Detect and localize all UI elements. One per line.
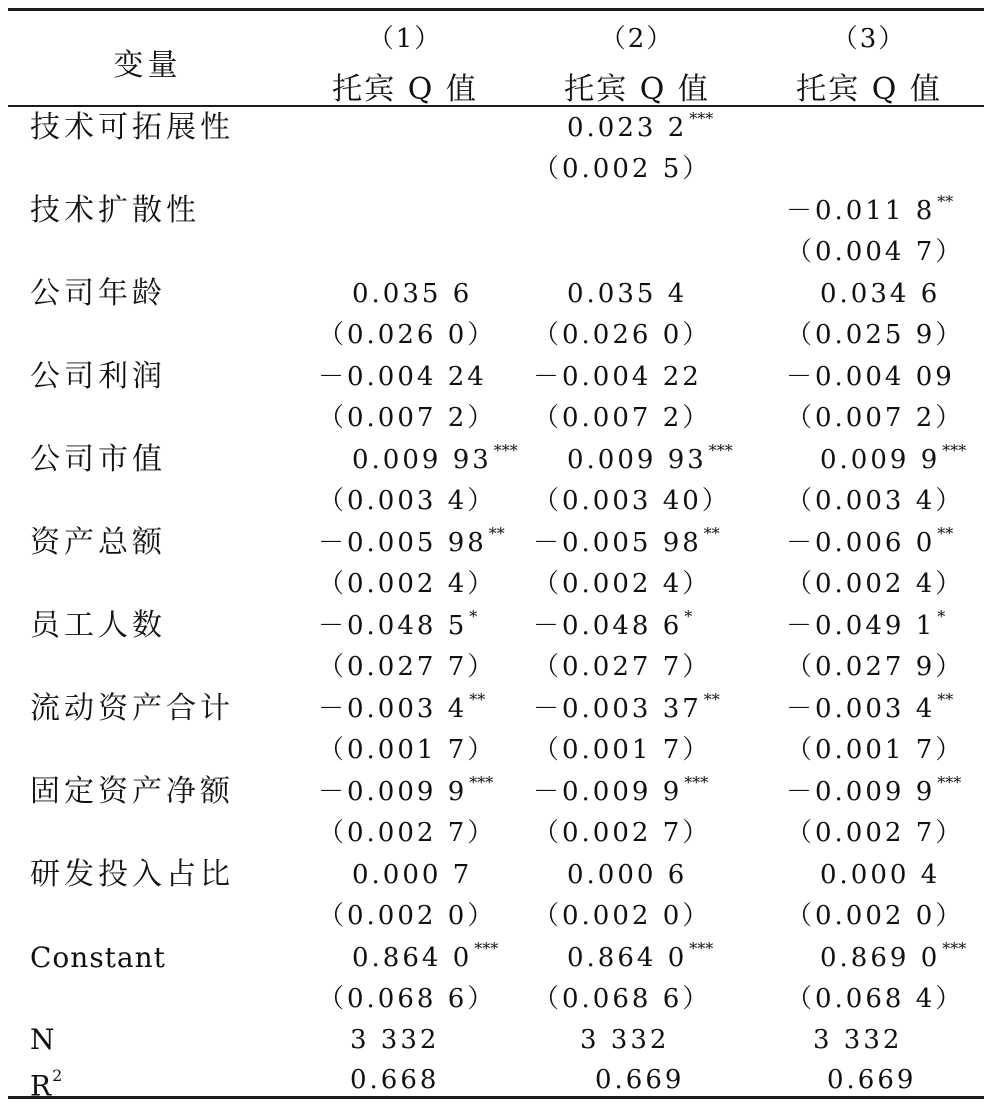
coefficient-value: 0.000 6: [567, 860, 688, 890]
header-col1-number: （1）: [367, 24, 443, 54]
table-row-se: [0, 813, 992, 853]
standard-error-cell: （0.068 6）: [533, 984, 712, 1014]
standard-error-cell: （0.027 9）: [786, 652, 965, 682]
coefficient-value: －0.005 98: [318, 528, 487, 558]
standard-error-cell: （0.001 7）: [318, 735, 497, 765]
coefficient-value: 0.869 0: [820, 943, 941, 973]
row-label: 固定资产净额: [30, 774, 234, 809]
coefficient-cell: [533, 108, 797, 151]
standard-error-cell: （0.004 7）: [786, 237, 965, 267]
coefficient-cell: [533, 855, 797, 895]
coefficient-value: －0.011 8: [786, 196, 936, 226]
coefficient-cell: [318, 523, 548, 566]
table-row: [0, 606, 992, 646]
significance-stars: *: [684, 607, 693, 626]
significance-stars: **: [937, 192, 954, 211]
coefficient-value: －0.003 4: [318, 694, 468, 724]
row-label: 技术扩散性: [30, 193, 200, 228]
standard-error-cell: （0.002 4）: [533, 569, 712, 599]
standard-error-cell: （0.026 0）: [533, 320, 712, 350]
standard-error-cell: （0.027 7）: [533, 652, 712, 682]
coefficient-value: －0.005 98: [533, 528, 702, 558]
coefficient-cell: [318, 606, 548, 649]
standard-error-cell: （0.026 0）: [318, 320, 497, 350]
coefficient-value: －0.006 0: [786, 528, 936, 558]
standard-error-cell: （0.002 4）: [318, 569, 497, 599]
coefficient-value: －0.009 9: [786, 777, 936, 807]
row-label-r2: [30, 1060, 63, 1106]
table-row: [0, 938, 992, 978]
coefficient-cell: [786, 440, 992, 483]
standard-error-cell: （0.027 7）: [318, 652, 497, 682]
row-label: 技术可拓展性: [30, 110, 234, 145]
significance-stars: ***: [937, 773, 962, 792]
coefficient-cell: [786, 606, 992, 649]
coefficient-value: －0.004 09: [786, 362, 955, 392]
table-row-se: [0, 315, 992, 355]
coefficient-cell: [318, 357, 548, 397]
coefficient-value: 0.864 0: [567, 943, 688, 973]
table-row: [0, 274, 992, 314]
row-label: Constant: [30, 941, 166, 974]
coefficient-value: 0.034 6: [820, 279, 941, 309]
coefficient-value: －0.048 6: [533, 611, 683, 641]
header-col2-number: （2）: [599, 24, 675, 54]
row-label: 资产总额: [30, 525, 166, 560]
table-row: [0, 357, 992, 397]
standard-error-cell: （0.002 7）: [786, 818, 965, 848]
table-top-rule: [8, 8, 984, 11]
standard-error-cell: （0.002 5）: [533, 154, 712, 184]
coefficient-cell: [533, 772, 763, 815]
n-value-col3: 3 332: [813, 1025, 903, 1055]
significance-stars: ***: [689, 939, 714, 958]
table-row: [0, 689, 992, 729]
standard-error-cell: （0.002 7）: [318, 818, 497, 848]
r2-value-col1: 0.668: [350, 1065, 440, 1095]
coefficient-value: 0.023 2: [567, 113, 688, 143]
row-label: 员工人数: [30, 608, 166, 643]
row-label: 研发投入占比: [30, 857, 234, 892]
coefficient-cell: [533, 274, 797, 314]
significance-stars: ***: [942, 441, 967, 460]
coefficient-cell: [533, 523, 763, 566]
coefficient-cell: [533, 606, 763, 649]
coefficient-cell: [786, 357, 992, 397]
coefficient-value: 0.035 6: [352, 279, 473, 309]
coefficient-value: －0.009 9: [318, 777, 468, 807]
coefficient-cell: [786, 191, 992, 234]
significance-stars: ***: [469, 773, 494, 792]
standard-error-cell: （0.025 9）: [786, 320, 965, 350]
standard-error-cell: （0.001 7）: [533, 735, 712, 765]
coefficient-cell: [786, 938, 992, 981]
standard-error-cell: （0.002 0）: [318, 901, 497, 931]
significance-stars: ***: [942, 939, 967, 958]
table-row-se: [0, 979, 992, 1019]
coefficient-value: －0.003 37: [533, 694, 702, 724]
r2-label-superscript: 2: [52, 1066, 64, 1085]
coefficient-cell: [786, 689, 992, 732]
table-row: [0, 523, 992, 563]
standard-error-cell: （0.007 2）: [533, 403, 712, 433]
table-row-se: [0, 481, 992, 521]
row-label: 流动资产合计: [30, 691, 234, 726]
coefficient-value: 0.864 0: [352, 943, 473, 973]
significance-stars: **: [703, 690, 720, 709]
coefficient-cell: [533, 357, 763, 397]
significance-stars: *: [469, 607, 478, 626]
coefficient-value: －0.004 24: [318, 362, 487, 392]
row-label: 公司利润: [30, 359, 166, 394]
standard-error-cell: （0.001 7）: [786, 735, 965, 765]
coefficient-value: 0.009 93: [352, 445, 492, 475]
table-row: [0, 440, 992, 480]
coefficient-cell: [533, 440, 797, 483]
coefficient-cell: [786, 855, 992, 895]
row-label: 公司年龄: [30, 276, 166, 311]
table-row-se: [0, 647, 992, 687]
standard-error-cell: （0.007 2）: [786, 403, 965, 433]
table-row-se: [0, 398, 992, 438]
significance-stars: ***: [474, 939, 499, 958]
table-row-n: [0, 1020, 992, 1060]
significance-stars: **: [937, 690, 954, 709]
coefficient-cell: [786, 274, 992, 314]
r2-label-text: R: [30, 1069, 53, 1103]
standard-error-cell: （0.003 4）: [318, 486, 497, 516]
standard-error-cell: （0.007 2）: [318, 403, 497, 433]
significance-stars: **: [937, 524, 954, 543]
header-variable-label: 变量: [113, 48, 182, 83]
table-row: [0, 108, 992, 148]
coefficient-value: 0.000 7: [352, 860, 473, 890]
coefficient-cell: [318, 689, 548, 732]
significance-stars: ***: [684, 773, 709, 792]
significance-stars: ***: [689, 109, 714, 128]
standard-error-cell: （0.002 7）: [533, 818, 712, 848]
coefficient-cell: [786, 772, 992, 815]
row-label: 公司市值: [30, 442, 166, 477]
coefficient-value: －0.004 22: [533, 362, 702, 392]
coefficient-cell: [533, 689, 763, 732]
header-col2-label: 托宾 Q 值: [564, 72, 710, 107]
coefficient-value: 0.035 4: [567, 279, 688, 309]
n-value-col1: 3 332: [350, 1025, 440, 1055]
r2-value-col2: 0.669: [595, 1065, 685, 1095]
table-row-se: [0, 149, 992, 189]
coefficient-cell: [318, 772, 548, 815]
standard-error-cell: （0.002 0）: [786, 901, 965, 931]
standard-error-cell: （0.068 6）: [318, 984, 497, 1014]
standard-error-cell: （0.003 40）: [533, 486, 731, 516]
significance-stars: ***: [708, 441, 733, 460]
table-row-se: [0, 232, 992, 272]
table-row-se: [0, 730, 992, 770]
significance-stars: **: [469, 690, 486, 709]
table-row: [0, 855, 992, 895]
standard-error-cell: （0.068 4）: [786, 984, 965, 1014]
table-row: [0, 772, 992, 812]
table-row-se: [0, 564, 992, 604]
significance-stars: **: [703, 524, 720, 543]
table-row-se: [0, 896, 992, 936]
header-col1-label: 托宾 Q 值: [332, 72, 478, 107]
coefficient-cell: [786, 523, 992, 566]
significance-stars: ***: [493, 441, 518, 460]
standard-error-cell: （0.002 4）: [786, 569, 965, 599]
coefficient-value: －0.003 4: [786, 694, 936, 724]
n-value-col2: 3 332: [580, 1025, 670, 1055]
table-row-r2: [0, 1060, 992, 1103]
coefficient-value: 0.009 9: [820, 445, 941, 475]
header-col3-label: 托宾 Q 值: [796, 72, 942, 107]
coefficient-value: －0.049 1: [786, 611, 936, 641]
row-label-n: N: [30, 1023, 56, 1056]
coefficient-value: 0.000 4: [820, 860, 941, 890]
coefficient-value: －0.048 5: [318, 611, 468, 641]
significance-stars: *: [937, 607, 946, 626]
coefficient-value: 0.009 93: [567, 445, 707, 475]
header-col3-number: （3）: [831, 24, 907, 54]
significance-stars: **: [488, 524, 505, 543]
r2-value-col3: 0.669: [827, 1065, 917, 1095]
standard-error-cell: （0.003 4）: [786, 486, 965, 516]
coefficient-value: －0.009 9: [533, 777, 683, 807]
table-row: [0, 191, 992, 231]
coefficient-cell: [533, 938, 797, 981]
standard-error-cell: （0.002 0）: [533, 901, 712, 931]
